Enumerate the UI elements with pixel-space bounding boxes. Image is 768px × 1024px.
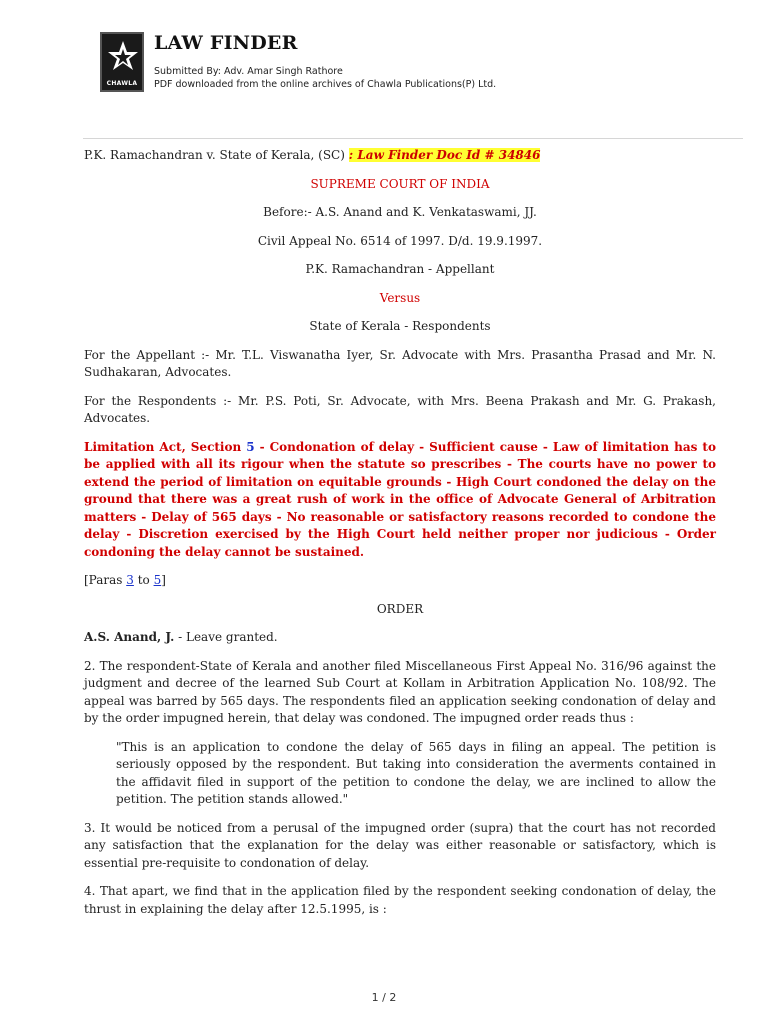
paras-open: [Paras: [84, 573, 127, 587]
bench: Before:- A.S. Anand and K. Venkataswami, JJ.: [263, 205, 537, 219]
headnote-text: - Condonation of delay - Sufficient cause - Law of limitation has to be applied with all its rigour when the statute so prescribes - The courts have no power to extend the period of limitation on equitable grounds - High Court condoned the delay on the ground that there was a great rush of work in the office of Advocate General of Arbitration matters - Delay of 565 days - No reasonable or satisfactory reasons recorded to condone the delay - Discretion exercised by the High Court held neither proper nor judicious - Order condoning the delay cannot be sustained.: [84, 439, 716, 559]
court-name: SUPREME COURT OF INDIA: [310, 176, 490, 191]
paragraph-4: 4. That apart, we find that in the application filed by the respondent seeking condonation of delay, the thrust in explaining the delay after 12.5.1995, is :: [84, 884, 716, 916]
doc-id-highlight: : Law Finder Doc Id # 34846: [348, 148, 541, 162]
citation-line: [84, 147, 716, 165]
judge-name: A.S. Anand, J.: [84, 630, 175, 644]
brand-title: LAW FINDER: [154, 32, 298, 54]
citation-text: P.K. Ramachandran v. State of Kerala, (SC): [84, 148, 345, 162]
respondent: State of Kerala - Respondents: [309, 319, 491, 333]
impugned-order-quote: "This is an application to condone the delay of 565 days in filing an appeal. The petition is seriously opposed by the respondent. But taking into consideration the averments contained in the affidavit filed in support of the petition to condone the delay, we are inclined to allow the petition. The petition stands allowed.": [116, 739, 716, 806]
headnote: [84, 439, 716, 562]
case-number: Civil Appeal No. 6514 of 1997. D/d. 19.9.1997.: [257, 233, 543, 248]
header-divider: [83, 138, 743, 139]
document-header: [100, 30, 740, 100]
judgment-body: [84, 147, 716, 918]
source-note: PDF downloaded from the online archives of Chawla Publications(P) Ltd.: [154, 79, 497, 90]
paras-to: to: [133, 573, 154, 587]
appellant: P.K. Ramachandran - Appellant: [305, 262, 495, 276]
order-opening: [84, 629, 716, 647]
versus: Versus: [379, 290, 421, 305]
star-logo-icon: [106, 38, 140, 78]
headnote-intro: Limitation Act, Section: [84, 439, 247, 454]
paras-close: ]: [161, 573, 166, 587]
counsel-respondent: For the Respondents :- Mr. P.S. Poti, Sr. Advocate, with Mrs. Beena Prakash and Mr. G. Prakash, Advocates.: [84, 393, 716, 425]
counsel-appellant: For the Appellant :- Mr. T.L. Viswanatha Iyer, Sr. Advocate with Mrs. Prasantha Prasad and Mr. N. Sudhakaran, Advocates.: [84, 347, 716, 379]
law-finder-logo: [100, 32, 144, 92]
paragraph-3: 3. It would be noticed from a perusal of the impugned order (supra) that the court has not recorded any satisfaction that the explanation for the delay was either reasonable or satisfactory, which is essential pre-requisite to condonation of delay.: [84, 820, 716, 870]
order-heading: ORDER: [376, 601, 424, 616]
submitted-by: Submitted By: Adv. Amar Singh Rathore: [154, 66, 343, 77]
order-opening-text: - Leave granted.: [174, 630, 278, 644]
section-link[interactable]: 5: [246, 439, 255, 454]
para-3-link[interactable]: 3: [126, 573, 134, 587]
para-5-link[interactable]: 5: [153, 573, 162, 587]
logo-wordmark: CHAWLA: [106, 80, 138, 87]
paras-reference: [84, 572, 716, 590]
page-counter: 1 / 2: [371, 991, 397, 1004]
paragraph-2: 2. The respondent-State of Kerala and another filed Miscellaneous First Appeal No. 316/96 against the judgment and decree of the learned Sub Court at Kollam in Arbitration Application No. 108/92. The appeal was barred by 565 days. The respondents filed an application seeking condonation of delay and by the order impugned herein, that delay was condoned. The impugned order reads thus :: [84, 658, 716, 725]
